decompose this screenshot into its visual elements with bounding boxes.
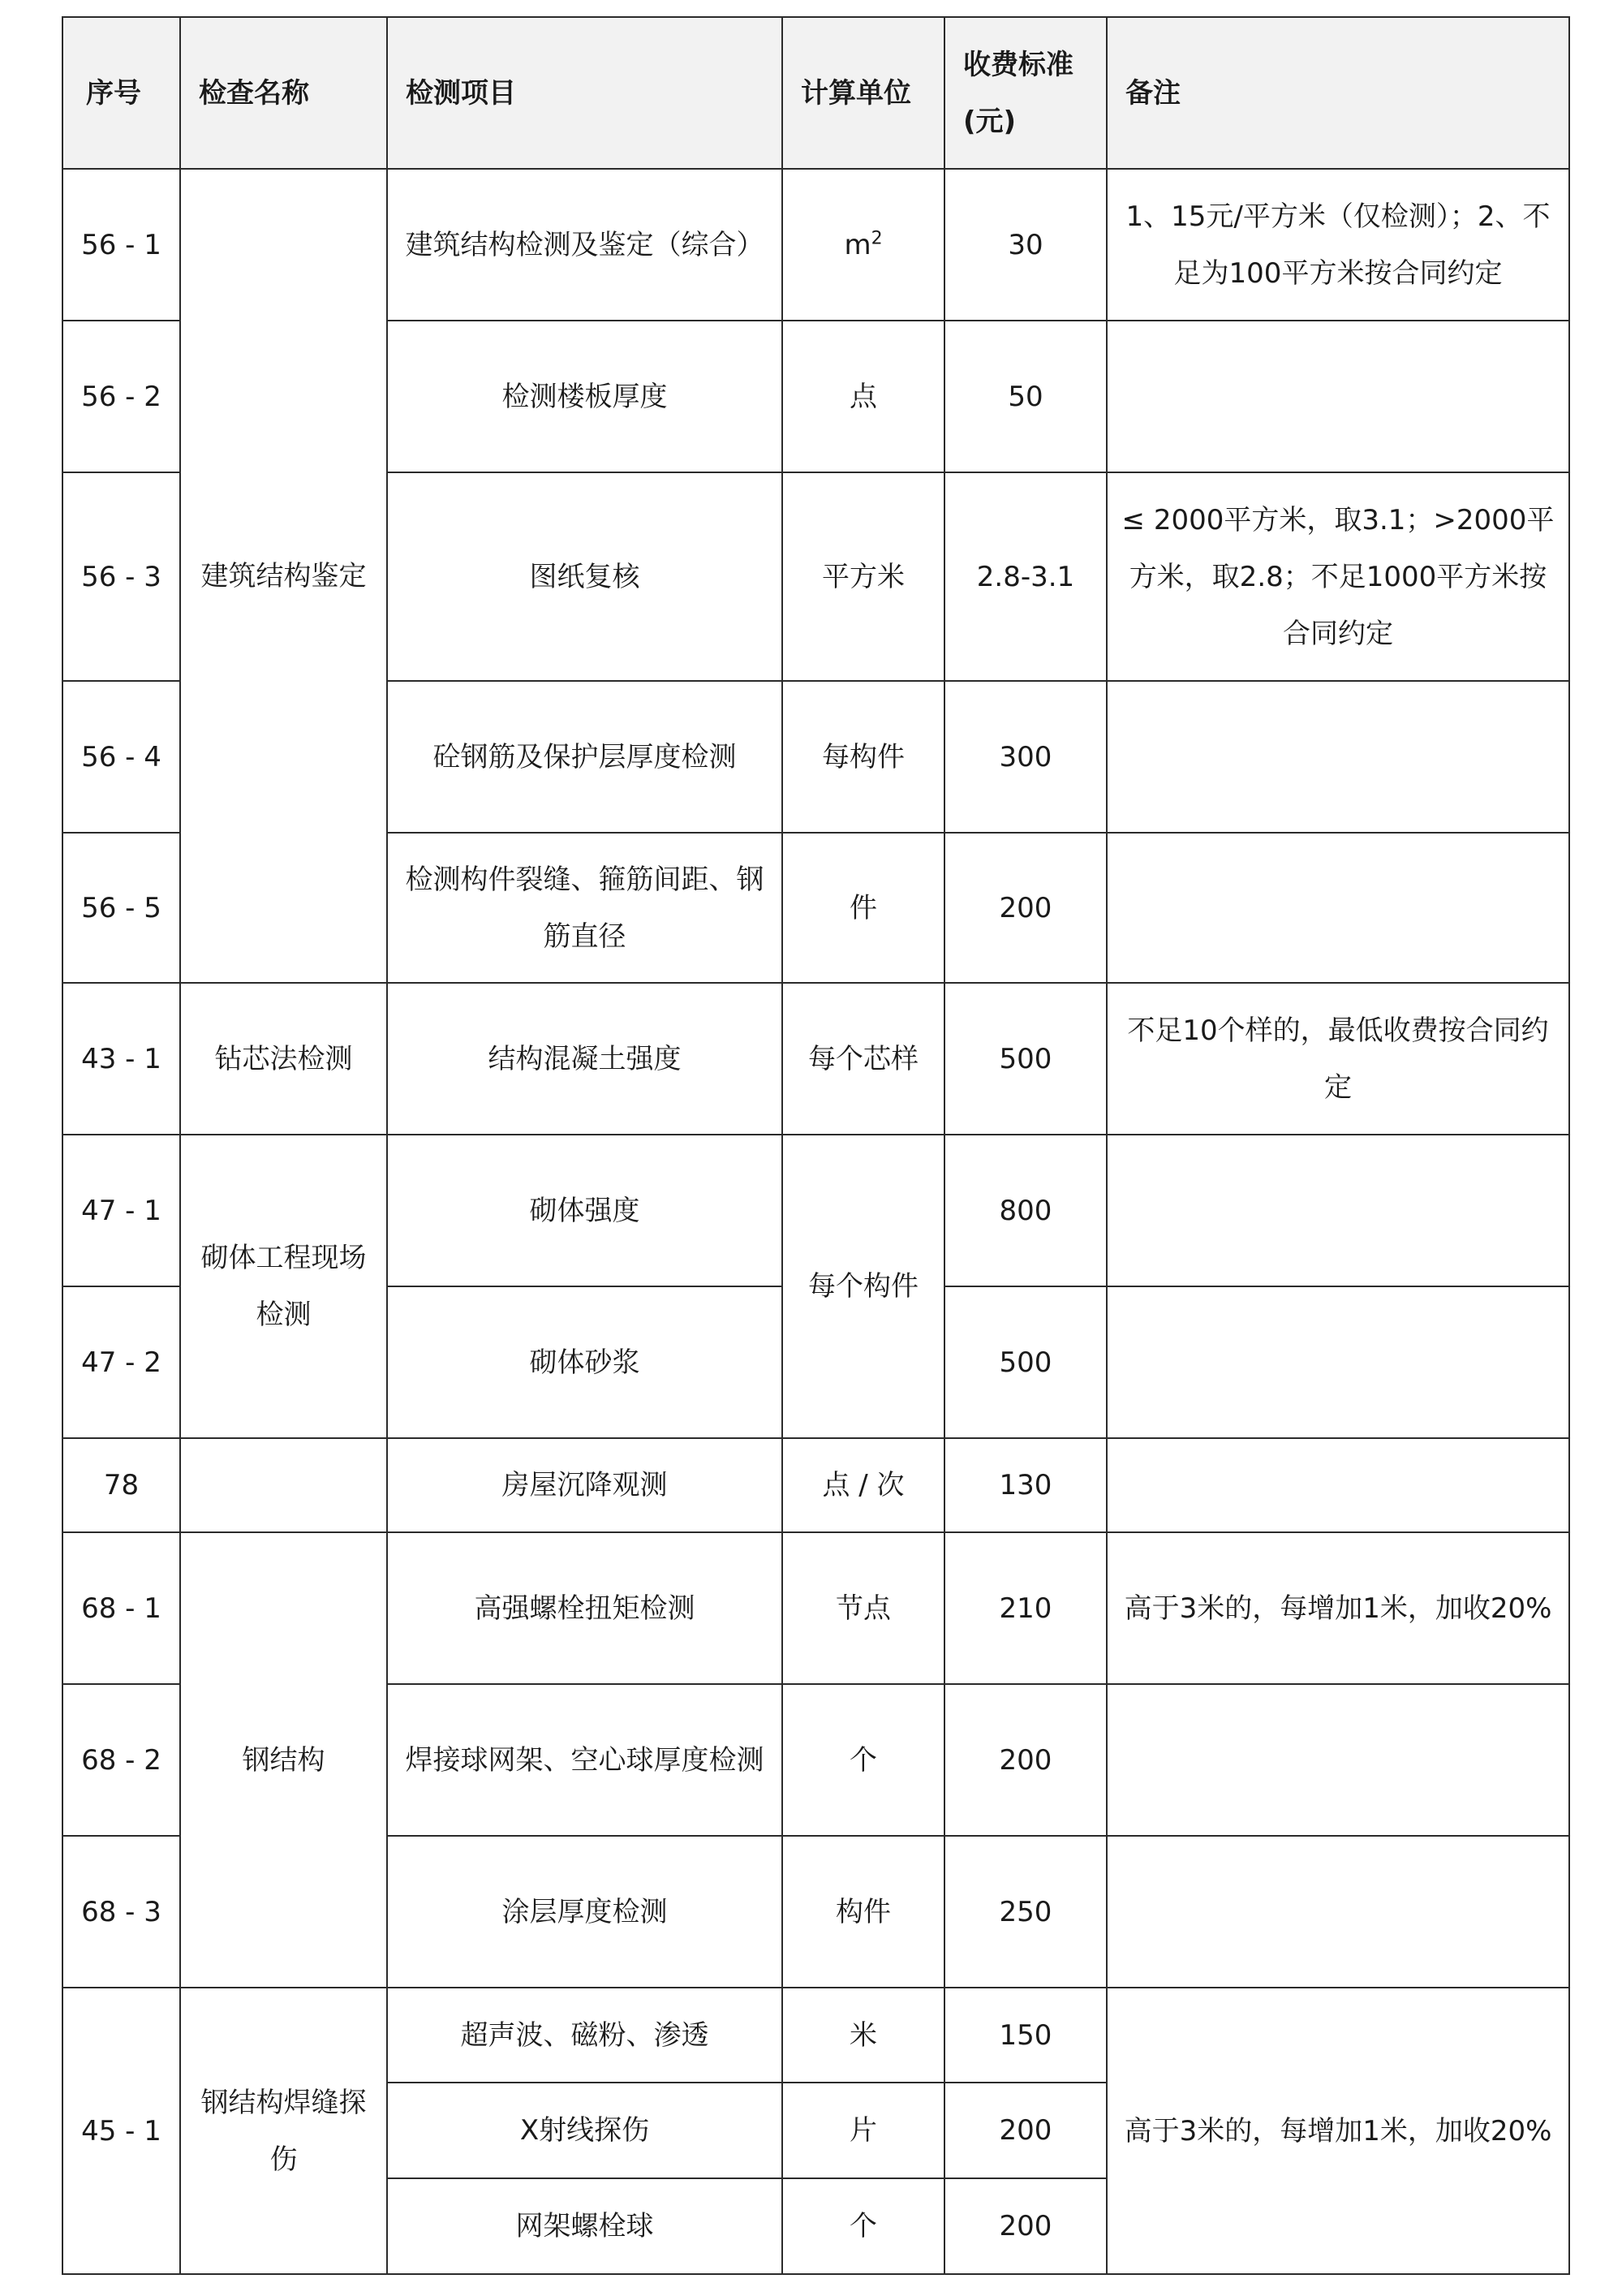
row-fee: 200 (944, 833, 1107, 983)
row-index: 47 - 2 (62, 1286, 180, 1438)
row-remark: 1、15元/平方米（仅检测）；2、不足为100平方米按合同约定 (1107, 169, 1569, 321)
row-remark: ≤ 2000平方米，取3.1；>2000平方米，取2.8；不足1000平方米按合同约定 (1107, 472, 1569, 681)
group-name: 砌体工程现场检测 (180, 1135, 387, 1438)
row-index: 56 - 4 (62, 681, 180, 833)
group-name: 建筑结构鉴定 (180, 169, 387, 983)
table-row (62, 1135, 1569, 1286)
row-item: 检测构件裂缝、箍筋间距、钢筋直径 (387, 833, 782, 983)
group-name: 钻芯法检测 (180, 983, 387, 1135)
row-index: 68 - 1 (62, 1532, 180, 1684)
row-remark (1107, 1286, 1569, 1438)
table-row (62, 169, 1569, 321)
row-index: 78 (62, 1438, 180, 1532)
row-item: 涂层厚度检测 (387, 1836, 782, 1988)
row-unit: 构件 (782, 1836, 944, 1988)
table-row (62, 1438, 1569, 1532)
row-fee: 500 (944, 1286, 1107, 1438)
row-item: 砼钢筋及保护层厚度检测 (387, 681, 782, 833)
table-row (62, 1532, 1569, 1684)
row-fee: 200 (944, 2178, 1107, 2274)
group-name: 钢结构焊缝探伤 (180, 1988, 387, 2274)
row-fee: 2.8-3.1 (944, 472, 1107, 681)
row-item: 砌体砂浆 (387, 1286, 782, 1438)
row-index: 68 - 2 (62, 1684, 180, 1836)
header-remark: 备注 (1107, 17, 1569, 169)
row-index: 43 - 1 (62, 983, 180, 1135)
table-header-row (62, 17, 1569, 169)
row-index: 56 - 3 (62, 472, 180, 681)
row-unit: 每个芯样 (782, 983, 944, 1135)
row-index: 68 - 3 (62, 1836, 180, 1988)
row-index: 56 - 5 (62, 833, 180, 983)
row-unit: 米 (782, 1988, 944, 2083)
row-item: 超声波、磁粉、渗透 (387, 1988, 782, 2083)
row-remark (1107, 833, 1569, 983)
row-unit: 节点 (782, 1532, 944, 1684)
row-fee: 50 (944, 321, 1107, 472)
header-check-name: 检查名称 (180, 17, 387, 169)
group-name (180, 1438, 387, 1532)
row-unit: 件 (782, 833, 944, 983)
row-remark (1107, 1836, 1569, 1988)
header-index: 序号 (62, 17, 180, 169)
row-fee: 200 (944, 1684, 1107, 1836)
row-item: 网架螺栓球 (387, 2178, 782, 2274)
row-remark (1107, 321, 1569, 472)
row-unit: 片 (782, 2083, 944, 2178)
row-remark: 不足10个样的，最低收费按合同约定 (1107, 983, 1569, 1135)
row-unit: 点 (782, 321, 944, 472)
row-item: 图纸复核 (387, 472, 782, 681)
row-fee: 200 (944, 2083, 1107, 2178)
row-fee: 500 (944, 983, 1107, 1135)
row-item: 检测楼板厚度 (387, 321, 782, 472)
fee-table (62, 16, 1570, 2275)
row-remark (1107, 1135, 1569, 1286)
row-index: 56 - 1 (62, 169, 180, 321)
unit-superscript: 2 (871, 228, 883, 249)
row-remark: 高于3米的，每增加1米，加收20% (1107, 1988, 1569, 2274)
group-name: 钢结构 (180, 1532, 387, 1988)
row-fee: 300 (944, 681, 1107, 833)
table-row (62, 1988, 1569, 2083)
row-fee: 30 (944, 169, 1107, 321)
row-unit (782, 169, 944, 321)
row-remark (1107, 1684, 1569, 1836)
row-remark (1107, 1438, 1569, 1532)
unit-base: m (844, 228, 871, 261)
row-fee: 210 (944, 1532, 1107, 1684)
row-item: 砌体强度 (387, 1135, 782, 1286)
header-unit: 计算单位 (782, 17, 944, 169)
row-unit: 平方米 (782, 472, 944, 681)
row-index: 47 - 1 (62, 1135, 180, 1286)
table-row (62, 983, 1569, 1135)
row-index: 45 - 1 (62, 1988, 180, 2274)
header-item: 检测项目 (387, 17, 782, 169)
row-remark: 高于3米的，每增加1米，加收20% (1107, 1532, 1569, 1684)
row-index: 56 - 2 (62, 321, 180, 472)
row-fee: 250 (944, 1836, 1107, 1988)
row-unit: 点 / 次 (782, 1438, 944, 1532)
row-item: 焊接球网架、空心球厚度检测 (387, 1684, 782, 1836)
row-fee: 150 (944, 1988, 1107, 2083)
row-unit: 每构件 (782, 681, 944, 833)
row-unit: 个 (782, 2178, 944, 2274)
row-item: 房屋沉降观测 (387, 1438, 782, 1532)
row-item: X射线探伤 (387, 2083, 782, 2178)
row-unit: 每个构件 (782, 1135, 944, 1438)
header-fee: 收费标准(元) (944, 17, 1107, 169)
row-unit: 个 (782, 1684, 944, 1836)
row-fee: 130 (944, 1438, 1107, 1532)
row-item: 高强螺栓扭矩检测 (387, 1532, 782, 1684)
row-remark (1107, 681, 1569, 833)
row-fee: 800 (944, 1135, 1107, 1286)
row-item: 建筑结构检测及鉴定（综合） (387, 169, 782, 321)
row-item: 结构混凝土强度 (387, 983, 782, 1135)
